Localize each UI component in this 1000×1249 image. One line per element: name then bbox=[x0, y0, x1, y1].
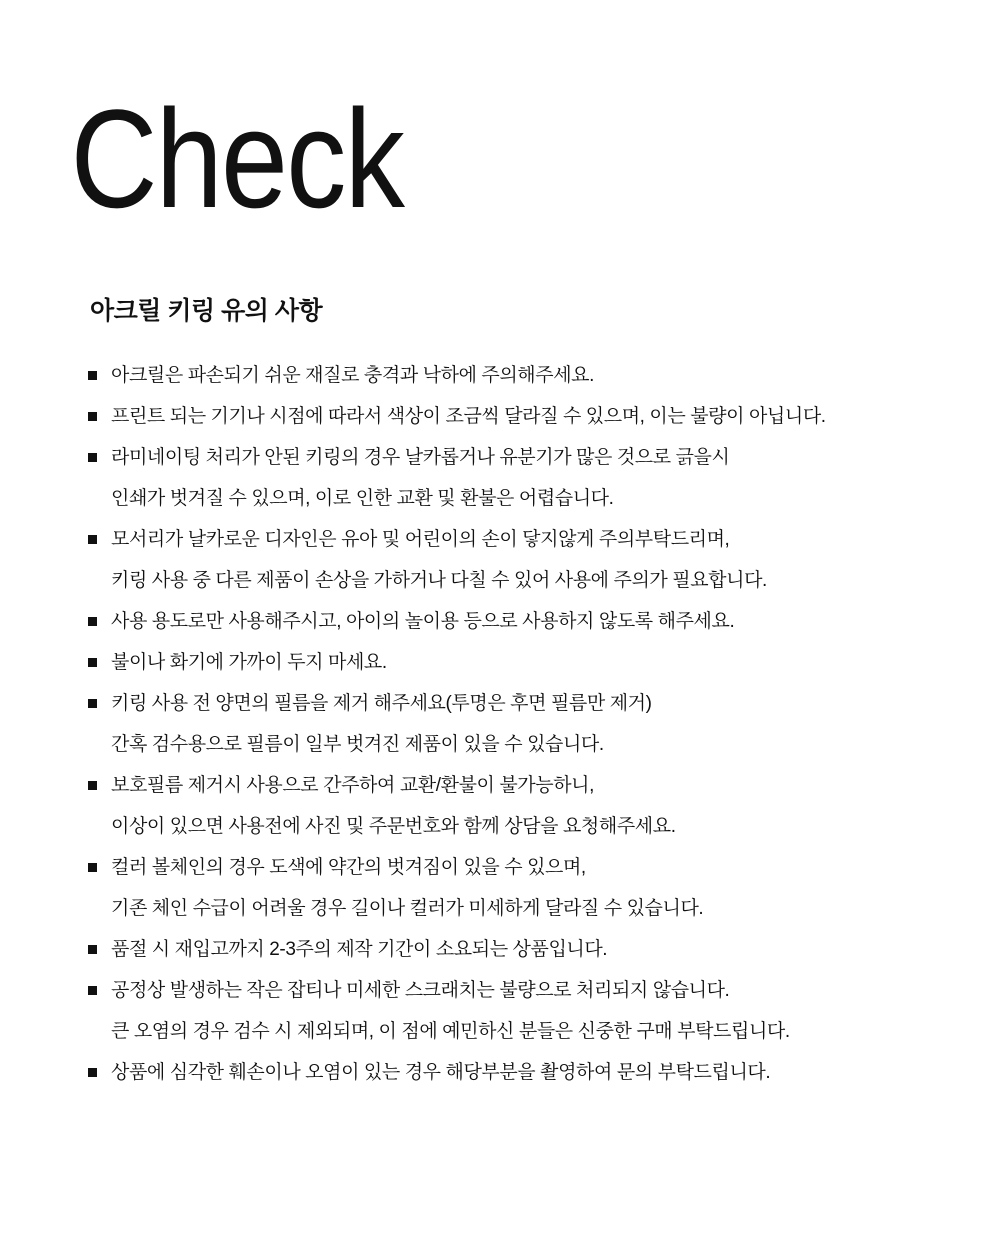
list-item-line: 인쇄가 벗겨질 수 있으며, 이로 인한 교환 및 환불은 어렵습니다. bbox=[111, 487, 614, 509]
list-item-line: 품절 시 재입고까지 2-3주의 제작 기간이 소요되는 상품입니다. bbox=[111, 938, 608, 960]
square-bullet-icon bbox=[88, 371, 97, 380]
square-bullet-icon bbox=[88, 617, 97, 626]
square-bullet-icon bbox=[88, 412, 97, 421]
square-bullet-icon bbox=[88, 699, 97, 708]
list-item-line: 이상이 있으면 사용전에 사진 및 주문번호와 함께 상담을 요청해주세요. bbox=[111, 815, 676, 837]
list-item bbox=[88, 601, 940, 642]
list-item-line: 불이나 화기에 가까이 두지 마세요. bbox=[111, 651, 387, 673]
list-item bbox=[88, 765, 940, 847]
list-item-line: 보호필름 제거시 사용으로 간주하여 교환/환불이 불가능하니, bbox=[111, 774, 595, 796]
list-item-line: 컬러 볼체인의 경우 도색에 약간의 벗겨짐이 있을 수 있으며, bbox=[111, 856, 586, 878]
square-bullet-icon bbox=[88, 1068, 97, 1077]
square-bullet-icon bbox=[88, 658, 97, 667]
list-item bbox=[88, 642, 940, 683]
list-item bbox=[88, 683, 940, 765]
square-bullet-icon bbox=[88, 453, 97, 462]
list-item-line: 상품에 심각한 훼손이나 오염이 있는 경우 해당부분을 촬영하여 문의 부탁드립니다. bbox=[111, 1061, 771, 1083]
list-item-line: 키링 사용 전 양면의 필름을 제거 해주세요(투명은 후면 필름만 제거) bbox=[111, 692, 652, 714]
notice-list bbox=[0, 355, 1000, 1093]
square-bullet-icon bbox=[88, 781, 97, 790]
list-item-line: 아크릴은 파손되기 쉬운 재질로 충격과 낙하에 주의해주세요. bbox=[111, 364, 595, 386]
list-item bbox=[88, 929, 940, 970]
list-item-line: 라미네이팅 처리가 안된 키링의 경우 날카롭거나 유분기가 많은 것으로 긁을시 bbox=[111, 446, 730, 468]
list-item bbox=[88, 970, 940, 1052]
list-item bbox=[88, 396, 940, 437]
list-item bbox=[88, 355, 940, 396]
list-item bbox=[88, 519, 940, 601]
list-item-line: 공정상 발생하는 작은 잡티나 미세한 스크래치는 불량으로 처리되지 않습니다. bbox=[111, 979, 730, 1001]
list-item-line: 사용 용도로만 사용해주시고, 아이의 놀이용 등으로 사용하지 않도록 해주세요. bbox=[111, 610, 735, 632]
square-bullet-icon bbox=[88, 535, 97, 544]
square-bullet-icon bbox=[88, 863, 97, 872]
page-title: Check bbox=[70, 80, 404, 237]
section-title: 아크릴 키링 유의 사항 bbox=[90, 296, 323, 325]
list-item-line: 간혹 검수용으로 필름이 일부 벗겨진 제품이 있을 수 있습니다. bbox=[111, 733, 604, 755]
list-item-line: 프린트 되는 기기나 시점에 따라서 색상이 조금씩 달라질 수 있으며, 이는 불량이 아닙니다. bbox=[111, 405, 826, 427]
square-bullet-icon bbox=[88, 986, 97, 995]
square-bullet-icon bbox=[88, 945, 97, 954]
list-item bbox=[88, 847, 940, 929]
list-item-line: 모서리가 날카로운 디자인은 유아 및 어린이의 손이 닿지않게 주의부탁드리며, bbox=[111, 528, 730, 550]
list-item bbox=[88, 437, 940, 519]
list-item bbox=[88, 1052, 940, 1093]
list-item-line: 큰 오염의 경우 검수 시 제외되며, 이 점에 예민하신 분들은 신중한 구매 부탁드립니다. bbox=[111, 1020, 790, 1042]
list-item-line: 기존 체인 수급이 어려울 경우 길이나 컬러가 미세하게 달라질 수 있습니다. bbox=[111, 897, 704, 919]
list-item-line: 키링 사용 중 다른 제품이 손상을 가하거나 다칠 수 있어 사용에 주의가 필요합니다. bbox=[111, 569, 767, 591]
